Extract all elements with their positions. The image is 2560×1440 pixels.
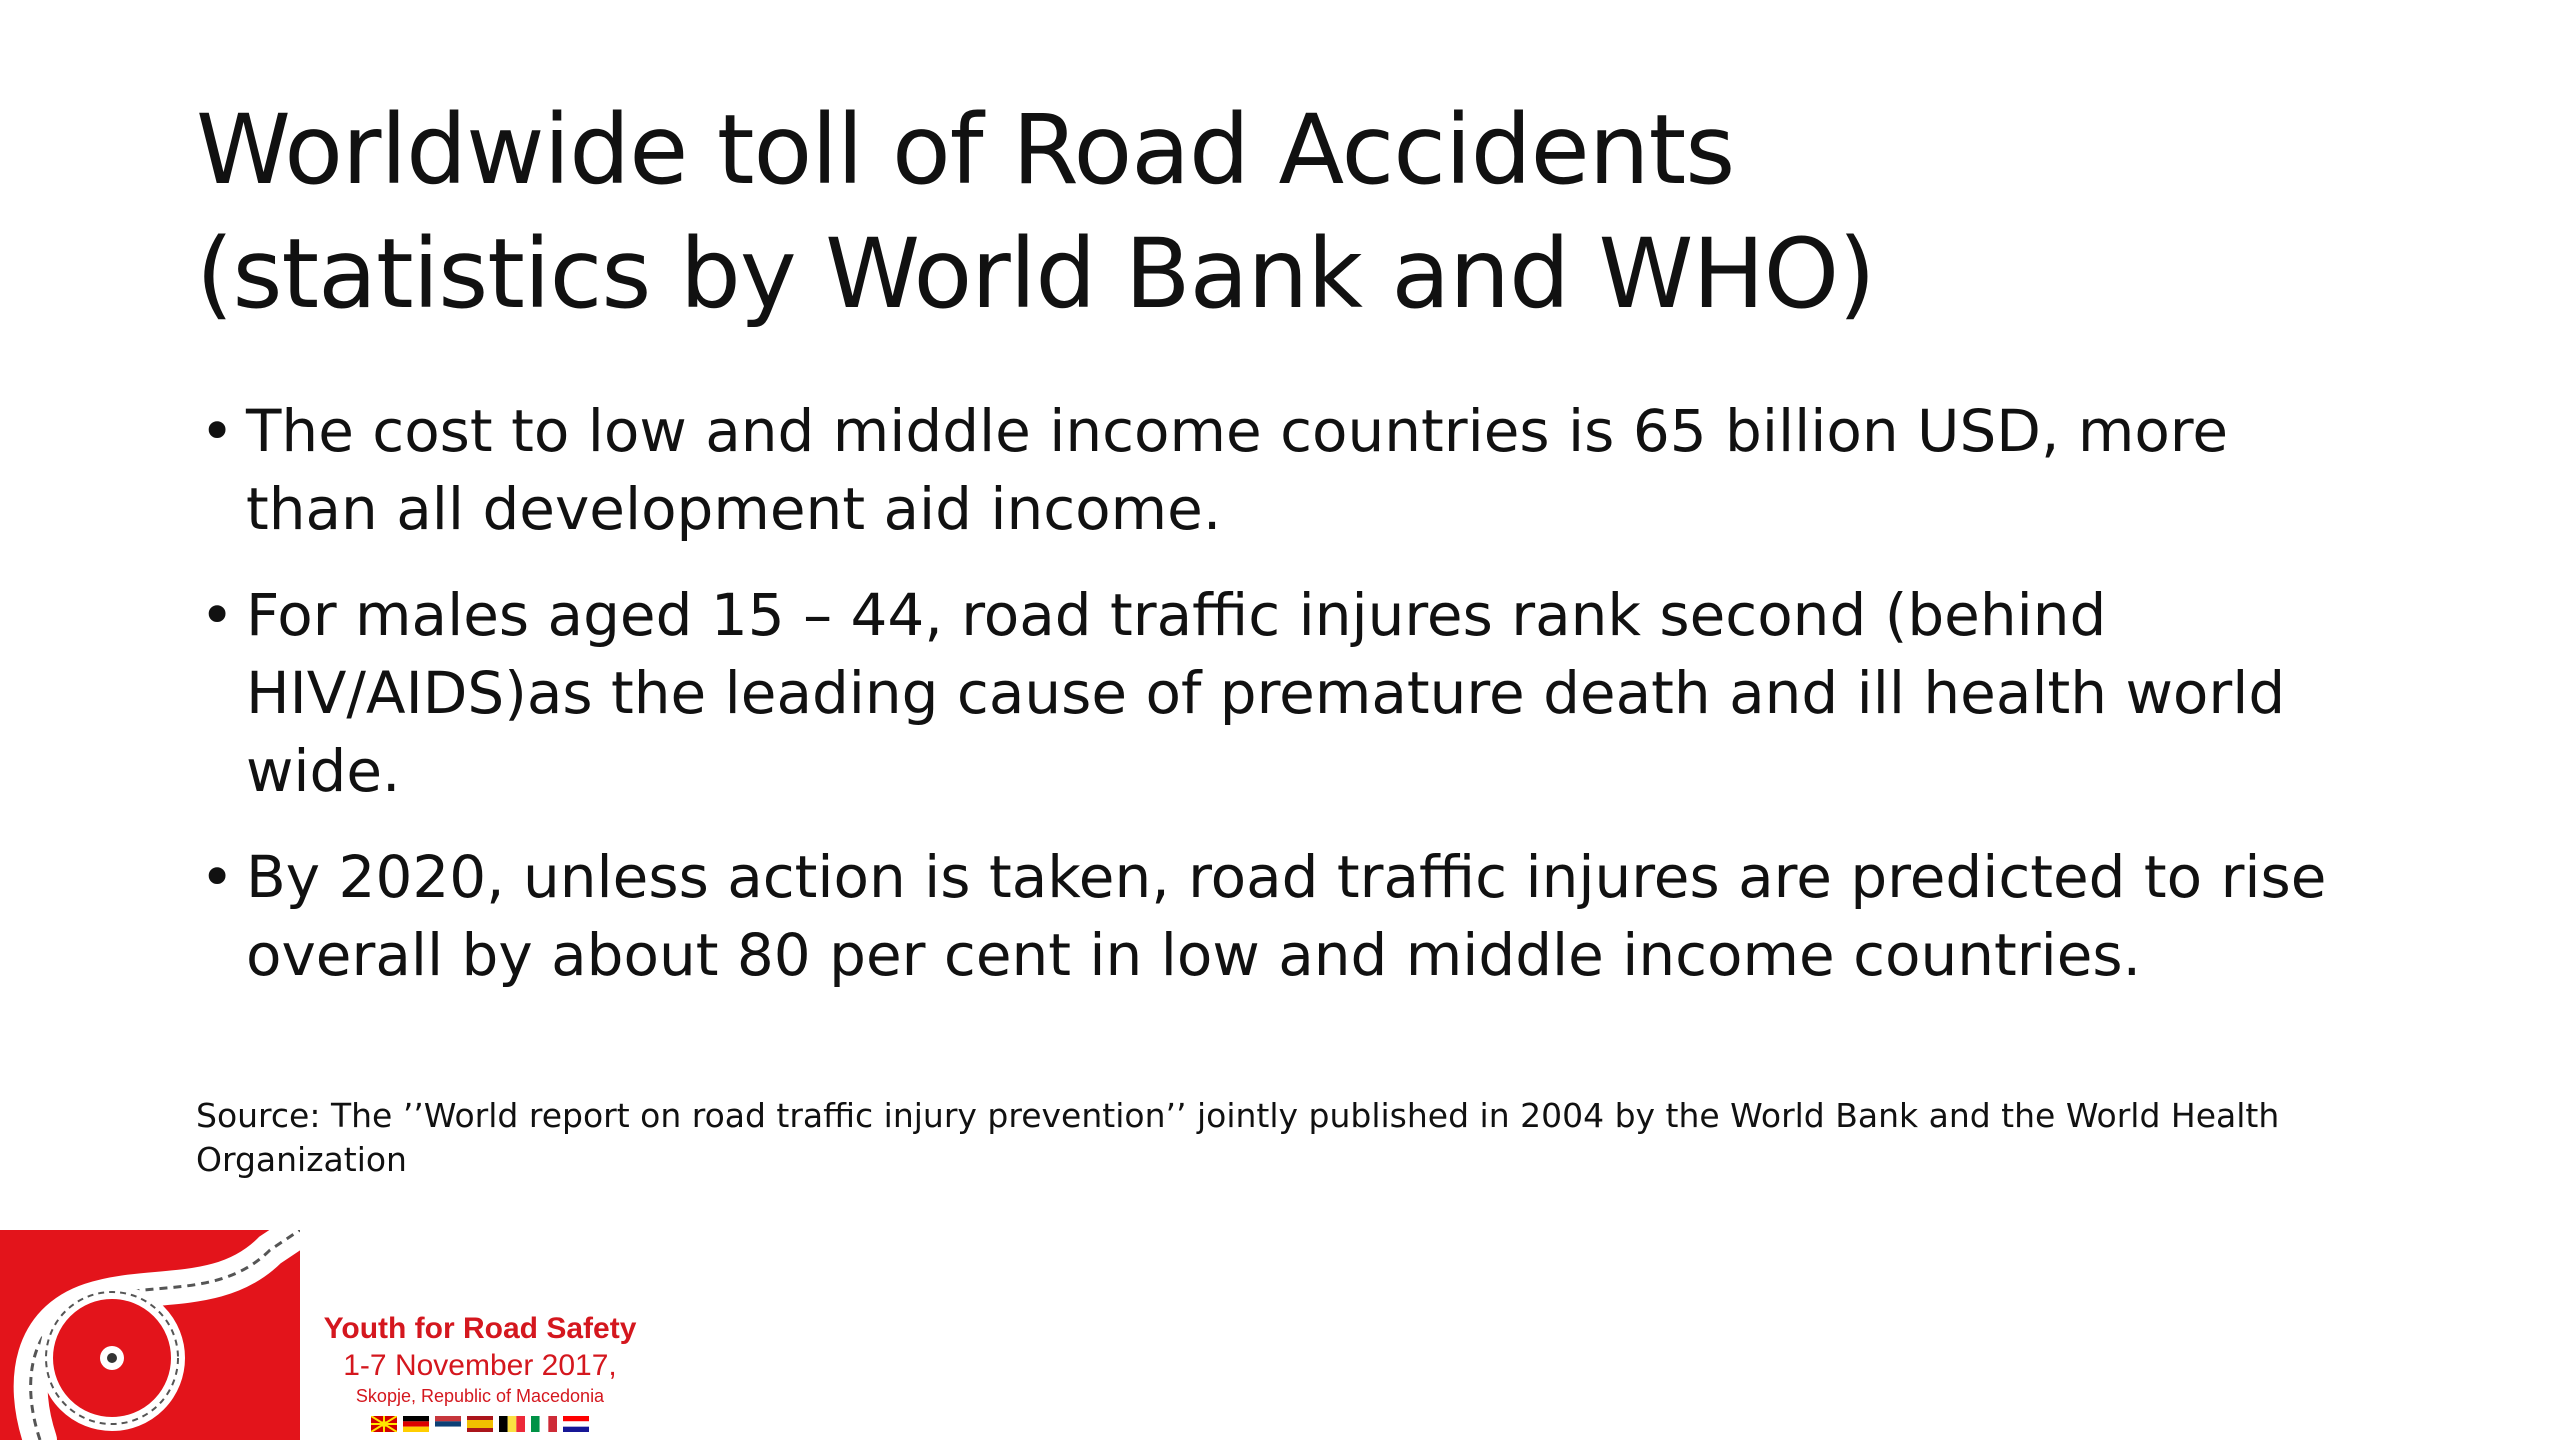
germany-flag-icon <box>403 1416 429 1432</box>
event-place: Skopje, Republic of Macedonia <box>355 1386 605 1406</box>
bullet-text: By 2020, unless action is taken, road traffic injures are predicted to rise overall by about 80 per cent in low and middle income countries. <box>246 843 2327 989</box>
spain-flag-icon <box>467 1416 493 1432</box>
title-line-1: Worldwide toll of Road Accidents <box>196 94 1735 206</box>
flag-row <box>300 1416 660 1432</box>
title-line-2: (statistics by World Bank and WHO) <box>196 218 1875 330</box>
event-title: Youth for Road Safety <box>323 1312 637 1345</box>
bullet-list <box>196 392 2376 1022</box>
bullet-dot-icon: • <box>200 581 235 649</box>
bullet-text: For males aged 15 – 44, road traffic injures rank second (behind HIV/AIDS)as the leading cause of premature death and ill health world wide. <box>246 581 2286 805</box>
italy-flag-icon <box>531 1416 557 1432</box>
event-dates: 1-7 November 2017, <box>343 1349 617 1382</box>
bullet-dot-icon: • <box>200 843 235 911</box>
bullet-item <box>196 838 2376 994</box>
bullet-item <box>196 392 2376 548</box>
slide-title <box>196 88 2396 336</box>
croatia-flag-icon <box>563 1416 589 1432</box>
source-note: Source: The ’’World report on road traffic injury prevention’’ jointly published in 2004 by the World Bank and the World Health Organization <box>196 1096 2280 1179</box>
bullet-item <box>196 576 2376 810</box>
belgium-flag-icon <box>499 1416 525 1432</box>
event-info <box>300 1310 660 1432</box>
serbia-flag-icon <box>435 1416 461 1432</box>
bullet-text: The cost to low and middle income countries is 65 billion USD, more than all development aid income. <box>246 397 2229 543</box>
road-wheel-logo-icon <box>0 1230 300 1440</box>
macedonia-flag-icon <box>371 1416 397 1432</box>
bullet-dot-icon: • <box>200 397 235 465</box>
